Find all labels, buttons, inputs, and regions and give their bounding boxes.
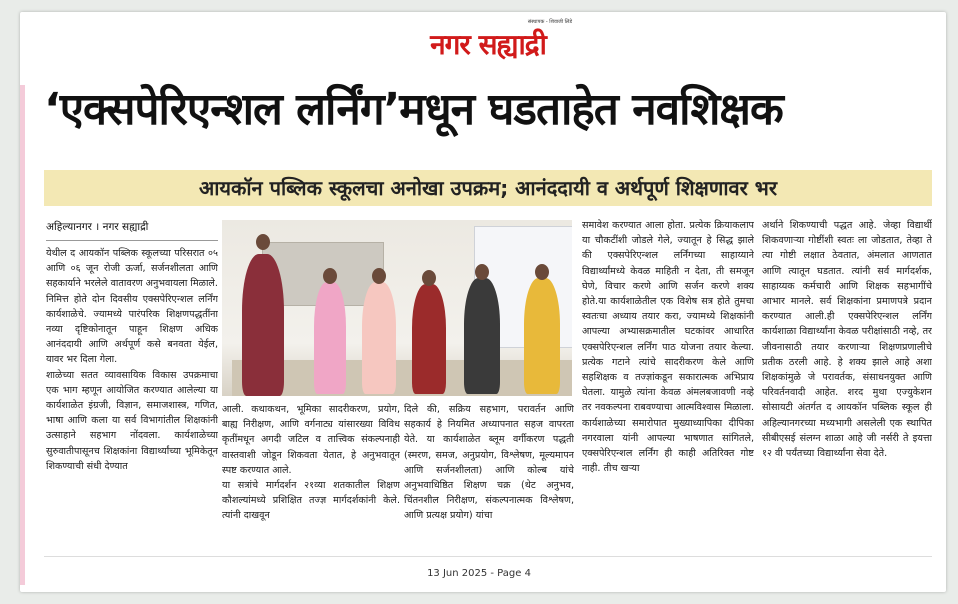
photo-teacher-1-head (323, 268, 337, 284)
photo-teacher-4-head (475, 264, 489, 280)
page-edge-accent (20, 85, 25, 585)
photo-teacher-3-head (422, 270, 436, 286)
masthead (398, 18, 578, 68)
photo-teacher-3 (412, 284, 446, 394)
article-subheadline: आयकॉन पब्लिक स्कूलचा अनोखा उपक्रम; आनंददायी व अर्थपूर्ण शिक्षणावर भर (198, 176, 778, 200)
photo-teacher-4 (464, 278, 500, 394)
photo-presenter-head (256, 234, 270, 250)
article-column-5: अर्थाने शिकण्याची पद्धत आहे. जेव्हा विद्यार्थी शिकवणाऱ्या गोष्टींशी स्वतः ला जोडतात, तेव्हा ते त्या गोष्टी लक्षात ठेवतात, अंमलात आणतात आणि त्यातून घडतात. त्यांनी सर्व मार्गदर्शक, साहाय्यक कर्मचारी आणि शिक्षक सहभागींचे आभार मानले. सर्व शिक्षकांना प्रमाणपत्रे प्रदान करण्यात आली.ही एक्सपेरिएन्शल लर्निंग कार्यशाळा विद्यार्थ्यांना केवळ परीक्षांसाठी नव्हे, तर जीवनासाठी तयार करणाऱ्या शिक्षणप्रणालीचे प्रतीक ठरली आहे. हे शक्य झाले आहे अशा शिक्षकांमुळे जे परावर्तक, संसाधनयुक्त आणि परिवर्तनवादी आहेत. शरद मुथा एज्युकेशन सोसायटी अंतर्गत द आयकॉन पब्लिक स्कूल ही अहिल्यानगरच्या मध्यभागी असलेली एक स्थापित सीबीएसई संलग्न शाळा आहे जी नर्सरी ते इयत्ता १२ वी पर्यंतच्या विद्यार्थ्यांना सेवा देते. (762, 220, 932, 460)
article-column-4: समावेश करण्यात आला होता. प्रत्येक क्रियाकलाप या चौकटींशी जोडले गेले, ज्यातून हे सिद्ध झाले की एक्सपेरिएन्शल लर्निंगच्या साहाय्याने विद्यार्थ्यांमध्ये केवळ माहिती न देता, ती समजून घेणे, विचार करणे आणि सर्जन करणे शक्य होते.या कार्यशाळेतील एक विशेष सत्र होते तुमचा स्वतःचा अध्याय तयार करा, ज्यामध्ये शिक्षकांनी आपल्या अभ्यासक्रमातील घटकांवर आधारित एक्सपेरिएन्शल लर्निंग पाठ योजना तयार केल्या. प्रत्येक गटाने त्यांचे सादरीकरण केले आणि सहशिक्षक व तज्ज्ञांकडून सकारात्मक अभिप्राय घेतला. यामुळे त्यांना केवळ अंमलबजावणी नव्हे तर नवकल्पना राबवण्याचा आत्मविश्वास मिळाला. कार्यशाळेच्या समारोपात मुख्याध्यापिका दीपिका नगरवाला यांनी आपल्या भाषणात सांगितले, एक्सपेरिएन्शल लर्निंग ही काही अतिरिक्त गोष्ट नाही. तीच खऱ्या (582, 220, 754, 475)
photo-teacher-2 (362, 282, 396, 394)
article-photo (222, 220, 572, 396)
photo-teacher-1 (314, 282, 346, 394)
subheadline-band (44, 170, 932, 206)
article-column-1: येथील द आयकॉन पब्लिक स्कूलच्या परिसरात ०५ आणि ०६ जून रोजी ऊर्जा, सर्जनशीलता आणि सहकार्याने भरलेले वातावरण अनुभवायला मिळाले. निमित्त होते दोन दिवसीय एक्सपेरिएन्शल लर्निंग कार्यशाळेचे. ज्यामध्ये पारंपरिक शिक्षणपद्धतींना नव्या दृष्टिकोनातून पाहून शिक्षण अधिक आनंददायी आणि अर्थपूर्ण कसे बनवता येईल, यावर भर दिला गेला. शाळेच्या सतत व्यावसायिक विकास उपक्रमाचा एक भाग म्हणून आयोजित करण्यात आलेल्या या कार्यशाळेत इंग्रजी, विज्ञान, समाजशास्त्र, गणित, भाषा आणि कला या सर्व विभागांतील शिक्षकांनी उत्साहाने सहभाग नोंदवला. कार्यशाळेच्या सुरुवातीपासूनच शिक्षकांना विद्यार्थ्यांच्या भूमिकेतून शिकण्याची संधी देण्यात (46, 248, 218, 472)
photo-teacher-5-head (535, 264, 549, 280)
byline-divider (46, 240, 218, 241)
photo-teacher-5 (524, 278, 560, 394)
page-footer: 13 Jun 2025 - Page 4 (427, 568, 531, 579)
article-headline: ‘एक्सपेरिएन्शल लर्निंग’मधून घडताहेत नवशिक्षक (44, 84, 783, 135)
article-column-3: दिले की, सक्रिय सहभाग, परावर्तन आणि सहकार्य हे नियमित अध्यापनात सहज वापरता येते. या कार्यशाळेत ब्लूम वर्गीकरण पद्धती (स्मरण, समज, अनुप्रयोग, विश्लेषण, मूल्यमापन आणि सर्जनशीलता) आणि कोल्ब यांचे अनुभवाधिष्ठित शिक्षण चक्र (थेट अनुभव, चिंतनशील निरीक्षण, संकल्पनात्मक विश्लेषण, आणि प्रत्यक्ष प्रयोग) यांचा (404, 404, 574, 522)
masthead-tagline: संस्थापक - शिवाजी लिंडे (527, 19, 572, 25)
footer-divider (44, 556, 932, 557)
photo-presenter (242, 254, 284, 396)
newspaper-logo: नगर सह्याद्री (430, 28, 546, 61)
article-column-2: आली. कथाकथन, भूमिका सादरीकरण, प्रयोग, बाह्य निरीक्षण, आणि वर्गनाट्य यांसारख्या विविध कृतींमधून अगदी जटिल व तात्त्विक संकल्पनाही वास्तवाशी जोडून शिकवता येतात, हे अनुभवातून स्पष्ट करण्यात आले. या सत्रांचे मार्गदर्शन २१व्या शतकातील शिक्षण कौशल्यांमध्ये प्रशिक्षित तज्ज्ञ मार्गदर्शकांनी केले. त्यांनी दाखवून (222, 404, 400, 522)
byline: अहिल्यानगर । नगर सह्याद्री (46, 221, 149, 233)
photo-teacher-2-head (372, 268, 386, 284)
